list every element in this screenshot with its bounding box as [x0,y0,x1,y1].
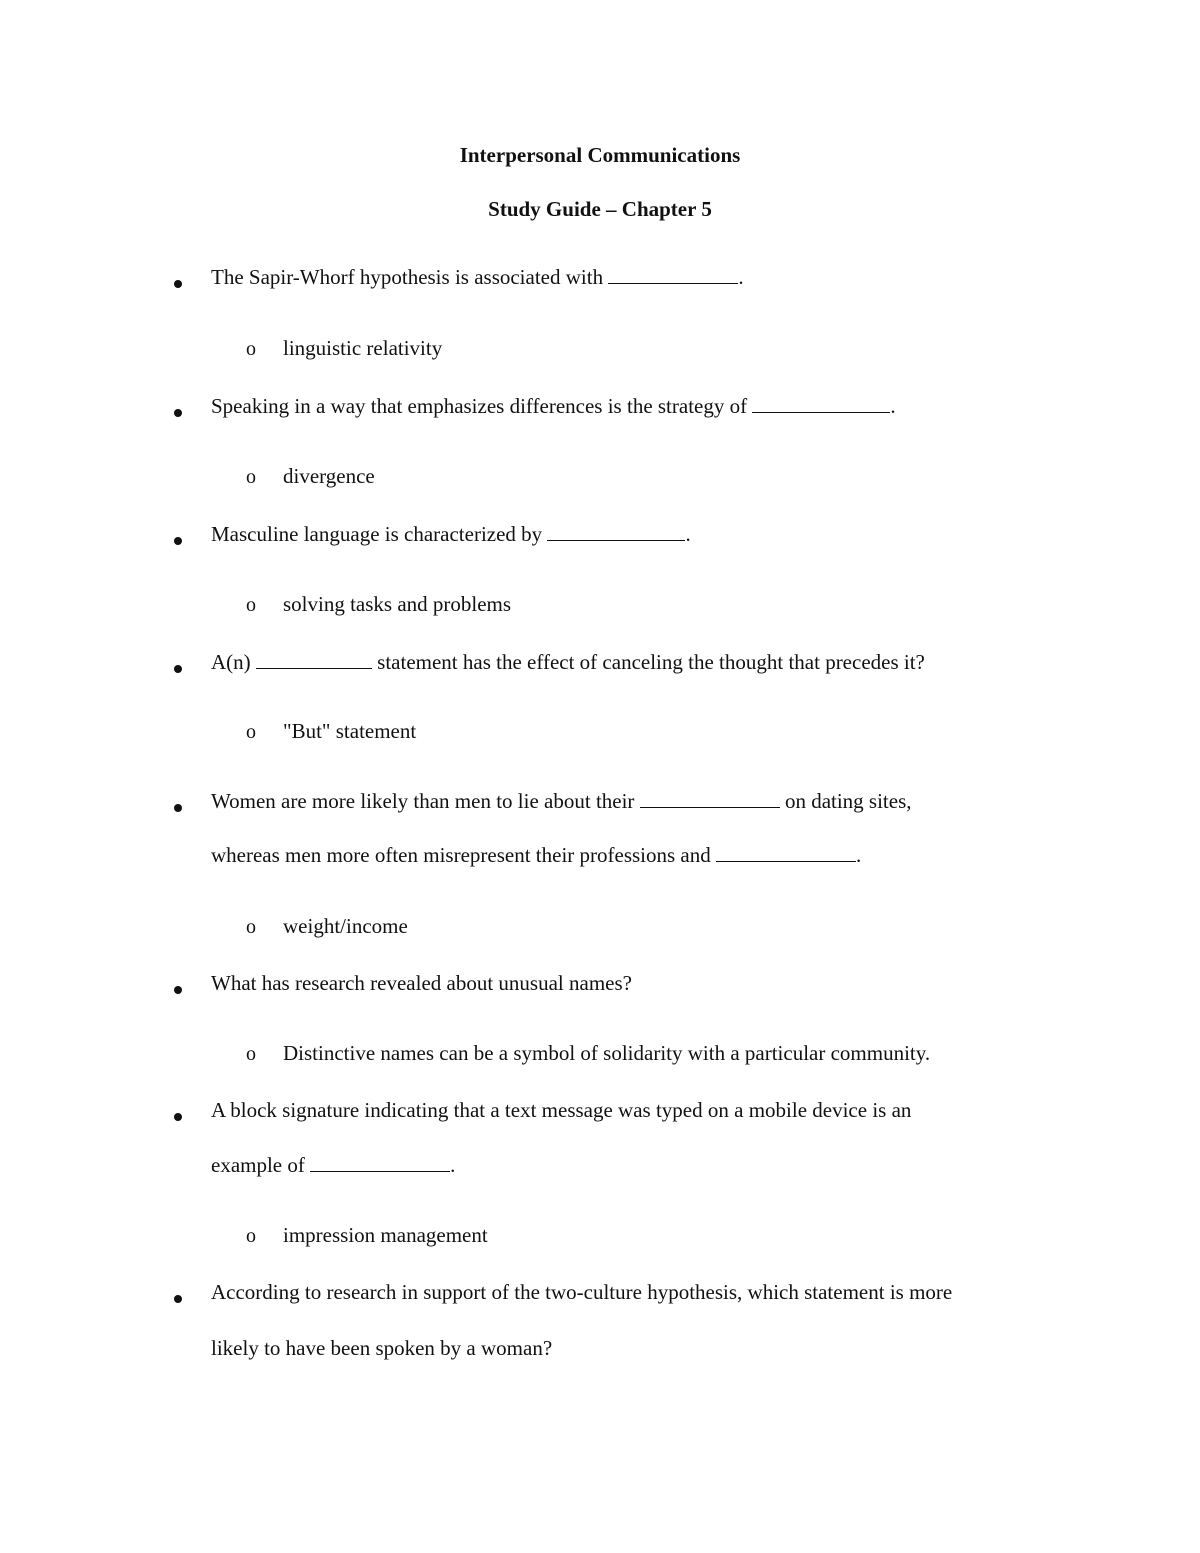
question-text: example of [211,1153,305,1177]
question-text: A(n) [211,650,251,674]
answer-4: "But" statement [283,719,417,743]
bullet-icon [171,401,185,421]
sub-bullet-icon: o [246,466,256,488]
answer-7: impression management [283,1223,488,1247]
bullet-icon [171,978,185,998]
answer-blank [256,650,372,669]
bullet-icon [171,529,185,549]
document-subtitle: Study Guide – Chapter 5 [488,197,712,221]
bullet-icon [171,272,185,292]
bullet-icon [171,796,185,816]
question-3 [211,522,691,547]
answer-blank [752,394,890,413]
sub-bullet-icon: o [246,1043,256,1065]
question-text: Women are more likely than men to lie about their [211,789,635,813]
question-4 [211,650,925,675]
answer-1: linguistic relativity [283,336,443,360]
question-8-line-1: According to research in support of the two-culture hypothesis, which statement is more [211,1280,953,1304]
answer-2: divergence [283,464,375,488]
answer-blank [547,522,685,541]
question-5-line-1 [211,789,912,814]
bullet-icon [171,1105,185,1125]
question-text: Speaking in a way that emphasizes differences is the strategy of [211,394,748,418]
answer-6: Distinctive names can be a symbol of solidarity with a particular community. [283,1041,931,1065]
bullet-icon [171,657,185,677]
question-2 [211,394,896,419]
answer-blank [716,843,856,862]
question-punct: . [890,394,896,418]
question-text: on dating sites, [784,789,912,813]
question-5-line-2 [211,843,861,868]
question-punct: . [738,265,744,289]
question-text: statement has the effect of canceling the thought that precedes it? [377,650,925,674]
sub-bullet-icon: o [246,1225,256,1247]
answer-blank [608,265,738,284]
sub-bullet-icon: o [246,721,256,743]
question-text: whereas men more often misrepresent their professions and [211,843,711,867]
answer-5: weight/income [283,914,408,938]
question-text: Masculine language is characterized by [211,522,543,546]
question-7-line-2 [211,1153,455,1178]
answer-3: solving tasks and problems [283,592,512,616]
answer-blank [640,789,780,808]
sub-bullet-icon: o [246,338,256,360]
document-title: Interpersonal Communications [459,143,741,167]
question-punct: . [450,1153,456,1177]
sub-bullet-icon: o [246,916,256,938]
question-7-line-1: A block signature indicating that a text message was typed on a mobile device is an [211,1098,912,1122]
question-text: The Sapir-Whorf hypothesis is associated with [211,265,604,289]
answer-blank [310,1153,450,1172]
question-6: What has research revealed about unusual names? [211,971,632,995]
question-8-line-2: likely to have been spoken by a woman? [211,1336,553,1360]
question-1 [211,265,744,290]
question-punct: . [856,843,862,867]
sub-bullet-icon: o [246,594,256,616]
question-punct: . [685,522,691,546]
bullet-icon [171,1287,185,1307]
